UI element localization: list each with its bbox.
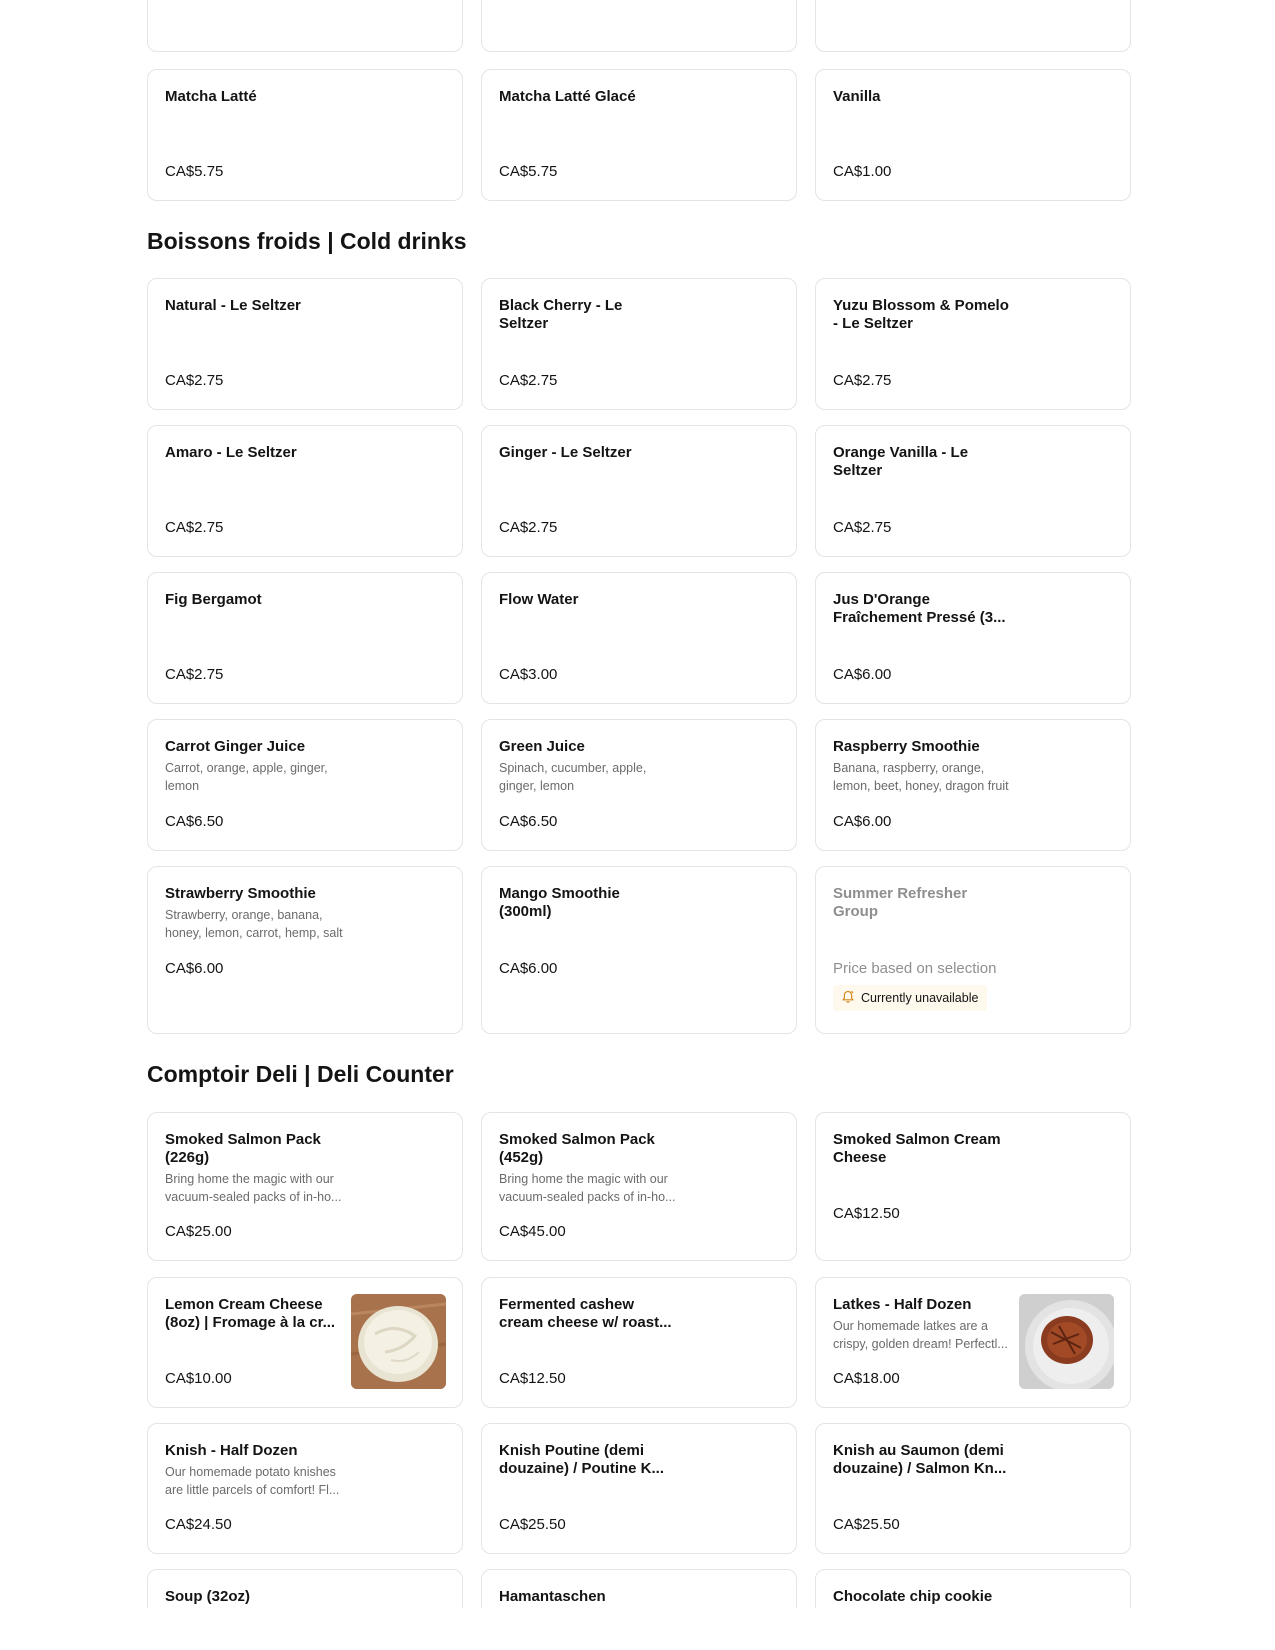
- item-price: CA$12.50: [833, 1205, 900, 1222]
- item-name: Mango Smoothie (300ml): [499, 885, 620, 920]
- item-name: Hamantaschen: [499, 1588, 606, 1605]
- menu-item-card[interactable]: [481, 719, 797, 851]
- item-name: Knish - Half Dozen: [165, 1442, 298, 1459]
- item-name: Smoked Salmon Pack (226g): [165, 1131, 321, 1166]
- menu-item-card[interactable]: [147, 0, 463, 52]
- menu-item-card[interactable]: [147, 69, 463, 201]
- menu-item-card[interactable]: [815, 1423, 1131, 1554]
- menu-item-card[interactable]: [815, 719, 1131, 851]
- item-name: Yuzu Blossom & Pomelo - Le Seltzer: [833, 297, 1009, 332]
- item-price: CA$1.00: [833, 163, 892, 180]
- unavailable-badge: [833, 985, 987, 1011]
- item-name: Raspberry Smoothie: [833, 738, 980, 755]
- item-price: CA$6.00: [833, 813, 892, 830]
- item-description: Spinach, cucumber, apple, ginger, lemon: [499, 761, 647, 793]
- menu-item-card[interactable]: [815, 1277, 1131, 1408]
- item-name: Carrot Ginger Juice: [165, 738, 306, 755]
- menu-item-card[interactable]: [147, 425, 463, 557]
- item-name: Matcha Latté: [165, 88, 257, 105]
- menu-item-card[interactable]: [147, 1277, 463, 1408]
- latkes-photo: [1019, 1294, 1114, 1389]
- menu-item-card[interactable]: [481, 1112, 797, 1261]
- item-price: CA$2.75: [833, 519, 892, 536]
- item-description: Our homemade potato knishes are little parcels of comfort! Fl...: [165, 1465, 340, 1497]
- item-price: CA$2.75: [165, 372, 224, 389]
- menu-item-card[interactable]: [815, 69, 1131, 201]
- item-description: Bring home the magic with our vacuum-sealed packs of in-ho...: [165, 1172, 342, 1204]
- section-title: Comptoir Deli | Deli Counter: [147, 1061, 454, 1087]
- menu-item-card[interactable]: [481, 69, 797, 201]
- item-price: CA$3.00: [499, 666, 558, 683]
- item-price: CA$6.00: [499, 960, 558, 977]
- menu-item-card[interactable]: [481, 278, 797, 410]
- item-price: CA$25.50: [833, 1516, 900, 1533]
- item-price: CA$6.00: [165, 960, 224, 977]
- item-price: CA$2.75: [499, 372, 558, 389]
- bell-icon: [841, 990, 855, 1007]
- item-price: CA$5.75: [499, 163, 558, 180]
- menu-item-card[interactable]: [147, 1112, 463, 1261]
- item-name: Summer Refresher Group: [833, 885, 968, 920]
- item-price: CA$6.00: [833, 666, 892, 683]
- menu-item-card[interactable]: [815, 572, 1131, 704]
- item-name: Knish au Saumon (demi douzaine) / Salmon Kn...: [833, 1442, 1007, 1477]
- item-price: CA$2.75: [833, 372, 892, 389]
- item-name: Matcha Latté Glacé: [499, 88, 636, 105]
- menu-item-card[interactable]: [481, 425, 797, 557]
- menu-item-card[interactable]: [481, 572, 797, 704]
- menu-item-card[interactable]: [147, 572, 463, 704]
- item-name: Vanilla: [833, 88, 881, 105]
- item-name: Natural - Le Seltzer: [165, 297, 301, 314]
- item-price: Price based on selection: [833, 960, 997, 977]
- item-description: Bring home the magic with our vacuum-sealed packs of in-ho...: [499, 1172, 676, 1204]
- item-name: Chocolate chip cookie: [833, 1588, 993, 1605]
- cream-cheese-photo: [351, 1294, 446, 1389]
- menu-item-card[interactable]: [147, 719, 463, 851]
- menu-item-card[interactable]: [147, 278, 463, 410]
- item-description: Our homemade latkes are a crispy, golden dream! Perfectl...: [833, 1319, 1008, 1351]
- item-price: CA$25.00: [165, 1223, 232, 1240]
- item-price: CA$25.50: [499, 1516, 566, 1533]
- item-name: Soup (32oz): [165, 1588, 250, 1605]
- item-name: Latkes - Half Dozen: [833, 1296, 972, 1313]
- item-name: Amaro - Le Seltzer: [165, 444, 297, 461]
- menu-item-card[interactable]: [815, 0, 1131, 52]
- item-description: Banana, raspberry, orange, lemon, beet, honey, dragon fruit: [833, 761, 1009, 793]
- item-name: Jus D'Orange Fraîchement Pressé (3...: [833, 591, 1006, 626]
- menu-item-card[interactable]: [147, 866, 463, 1034]
- item-price: CA$5.75: [165, 163, 224, 180]
- item-price: CA$2.75: [165, 519, 224, 536]
- item-name: Fig Bergamot: [165, 591, 262, 608]
- item-price: CA$6.50: [165, 813, 224, 830]
- item-price: CA$2.75: [499, 519, 558, 536]
- item-price: CA$24.50: [165, 1516, 232, 1533]
- item-description: Carrot, orange, apple, ginger, lemon: [165, 761, 328, 793]
- section-title: Boissons froids | Cold drinks: [147, 228, 467, 254]
- item-name: Knish Poutine (demi douzaine) / Poutine K...: [499, 1442, 664, 1477]
- menu-item-card[interactable]: [815, 1112, 1131, 1261]
- item-name: Smoked Salmon Cream Cheese: [833, 1131, 1001, 1166]
- unavailable-text: Currently unavailable: [861, 991, 979, 1005]
- item-price: CA$12.50: [499, 1370, 566, 1387]
- item-name: Flow Water: [499, 591, 579, 608]
- viewport-bottom-edge: [0, 1608, 1275, 1650]
- menu-item-card[interactable]: [481, 866, 797, 1034]
- menu-item-card-unavailable[interactable]: [815, 866, 1131, 1034]
- item-price: CA$6.50: [499, 813, 558, 830]
- menu-item-card[interactable]: [815, 425, 1131, 557]
- item-description: Strawberry, orange, banana, honey, lemon, carrot, hemp, salt: [165, 908, 343, 940]
- item-price: CA$2.75: [165, 666, 224, 683]
- item-name: Green Juice: [499, 738, 585, 755]
- item-name: Smoked Salmon Pack (452g): [499, 1131, 655, 1166]
- menu-item-card[interactable]: [481, 1423, 797, 1554]
- item-price: CA$45.00: [499, 1223, 566, 1240]
- item-name: Orange Vanilla - Le Seltzer: [833, 444, 969, 479]
- menu-item-card[interactable]: [481, 1277, 797, 1408]
- menu-item-card[interactable]: [147, 1423, 463, 1554]
- menu-item-card[interactable]: [815, 278, 1131, 410]
- menu-item-card[interactable]: [481, 0, 797, 52]
- item-name: Lemon Cream Cheese (8oz) | Fromage à la cr...: [165, 1296, 336, 1331]
- item-price: CA$10.00: [165, 1370, 232, 1387]
- item-name: Strawberry Smoothie: [165, 885, 316, 902]
- item-name: Black Cherry - Le Seltzer: [499, 297, 623, 332]
- item-price: CA$18.00: [833, 1370, 900, 1387]
- item-name: Ginger - Le Seltzer: [499, 444, 632, 461]
- item-name: Fermented cashew cream cheese w/ roast...: [499, 1296, 672, 1331]
